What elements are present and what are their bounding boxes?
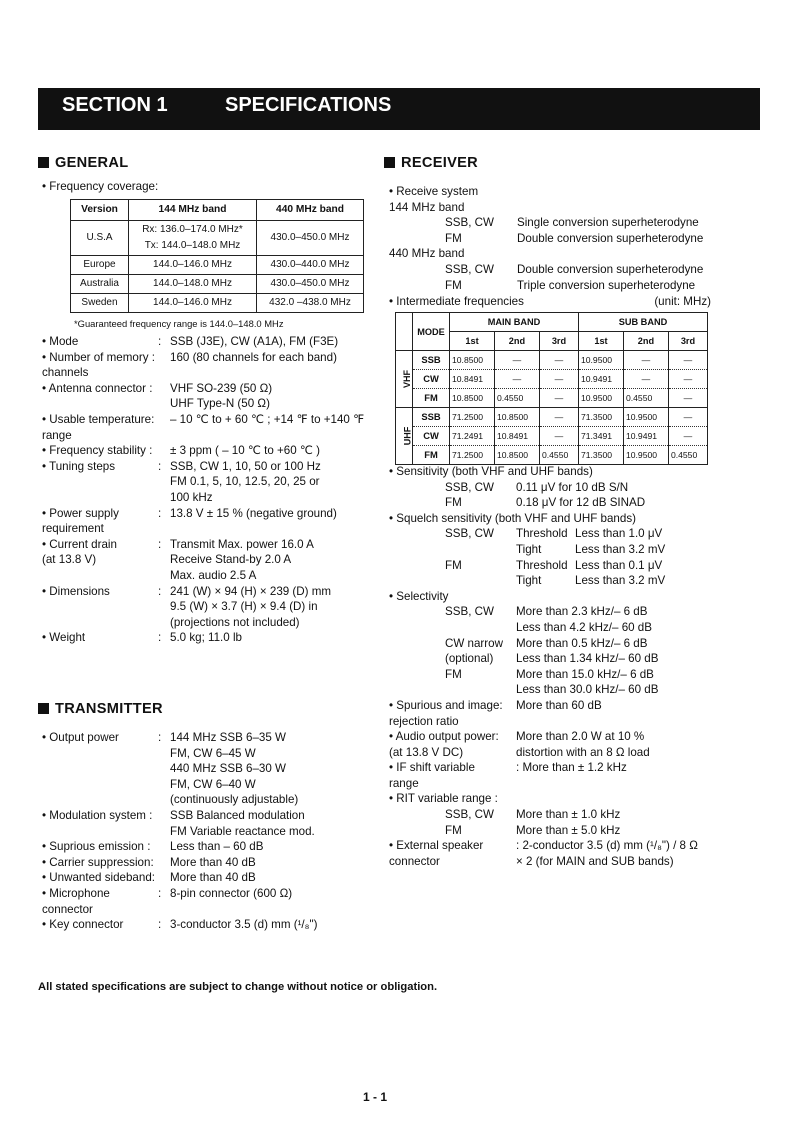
table-row bbox=[396, 446, 708, 465]
spec-value: FM 0.1, 5, 10, 12.5, 20, 25 or bbox=[170, 475, 320, 489]
page-number: 1 - 1 bbox=[363, 1090, 388, 1104]
spec-separator: : bbox=[158, 631, 162, 645]
table-cell: 10.9500 bbox=[578, 351, 623, 370]
spec-separator: : bbox=[158, 584, 162, 598]
general-spec-list bbox=[42, 334, 382, 646]
table-cell: — bbox=[494, 351, 539, 370]
spec-row bbox=[42, 730, 382, 746]
table-cell: 10.8500 bbox=[494, 446, 539, 465]
spec-value: FM Variable reactance mod. bbox=[170, 824, 315, 838]
sub-band-header: SUB BAND bbox=[578, 313, 707, 332]
spec-row bbox=[42, 824, 382, 840]
mode-cell: CW bbox=[413, 370, 450, 389]
spec-mode: FM bbox=[445, 823, 462, 837]
spec-row bbox=[389, 698, 729, 714]
spec-row bbox=[389, 714, 729, 730]
transmitter-heading: TRANSMITTER bbox=[38, 702, 163, 718]
spec-value: Double conversion superheterodyne bbox=[517, 262, 704, 276]
spec-row bbox=[389, 589, 729, 605]
spec-row bbox=[389, 823, 729, 839]
table-cell: — bbox=[668, 389, 707, 408]
spec-row bbox=[42, 443, 382, 459]
spec-value: 440 MHz SSB 6–30 W bbox=[170, 762, 286, 776]
spec-label: • Carrier suppression: bbox=[42, 855, 154, 869]
spec-mode: FM bbox=[445, 278, 462, 292]
spec-label: • Sensitivity (both VHF and UHF bands) bbox=[389, 465, 593, 478]
spec-value: : More than ± 1.2 kHz bbox=[516, 761, 627, 775]
spec-row bbox=[389, 791, 729, 807]
spec-value: UHF Type-N (50 Ω) bbox=[170, 397, 270, 411]
spec-row bbox=[42, 474, 382, 490]
spec-value: 0.11 μV for 10 dB S/N bbox=[516, 480, 629, 494]
table-header: 144 MHz band bbox=[129, 200, 257, 221]
table-footnote: *Guaranteed frequency range is 144.0–148.0 MHz bbox=[74, 318, 284, 329]
table-cell: 10.8491 bbox=[450, 370, 495, 389]
spec-label: • Squelch sensitivity (both VHF and UHF bands) bbox=[389, 511, 636, 525]
table-cell: 71.2500 bbox=[450, 446, 495, 465]
spec-row bbox=[42, 886, 382, 902]
table-row: Sweden 144.0–146.0 MHz 432.0 –438.0 MHz bbox=[71, 293, 364, 312]
spec-row bbox=[389, 682, 729, 698]
spec-value: Max. audio 2.5 A bbox=[170, 568, 257, 582]
uhf-label: UHF bbox=[402, 426, 413, 446]
spec-row bbox=[42, 552, 382, 568]
spec-label: • Modulation system : bbox=[42, 808, 153, 822]
spec-row bbox=[389, 760, 729, 776]
spec-row bbox=[389, 807, 729, 823]
spec-value: Triple conversion superheterodyne bbox=[517, 278, 696, 292]
spec-row bbox=[42, 761, 382, 777]
spec-value: Less than 4.2 kHz/– 60 dB bbox=[516, 620, 652, 634]
bullet-square-icon bbox=[38, 157, 49, 168]
spec-row bbox=[389, 573, 729, 589]
table-cell: — bbox=[539, 389, 578, 408]
table-row bbox=[396, 408, 708, 427]
spec-separator: : bbox=[158, 537, 162, 551]
spec-row bbox=[42, 490, 382, 506]
spec-value: Double conversion superheterodyne bbox=[517, 231, 704, 245]
transmitter-spec-list bbox=[42, 730, 382, 933]
spec-row bbox=[42, 584, 382, 600]
spec-row bbox=[389, 636, 729, 652]
spec-row bbox=[389, 838, 729, 854]
spec-label: connector bbox=[389, 854, 440, 868]
spec-value: 5.0 kg; 11.0 lb bbox=[170, 631, 242, 645]
spec-row bbox=[42, 615, 382, 631]
spec-value: Transmit Max. power 16.0 A bbox=[170, 537, 314, 551]
spec-value: 9.5 (W) × 3.7 (H) × 9.4 (D) in bbox=[170, 600, 318, 614]
spec-row bbox=[389, 262, 719, 278]
spec-value: Threshold bbox=[516, 558, 568, 572]
spec-row bbox=[42, 459, 382, 475]
spec-label: • Unwanted sideband: bbox=[42, 871, 155, 885]
table-cell: — bbox=[494, 370, 539, 389]
table-row bbox=[396, 370, 708, 389]
spec-value: VHF SO-239 (50 Ω) bbox=[170, 381, 273, 395]
table-cell: — bbox=[668, 408, 707, 427]
spec-label: 440 MHz band bbox=[389, 247, 465, 261]
spec-value: FM, CW 6–45 W bbox=[170, 746, 256, 760]
page-title: SPECIFICATIONS bbox=[225, 94, 392, 116]
vhf-band-label bbox=[396, 351, 413, 408]
spec-value: – 10 ℃ to + 60 ℃ ; +14 ℉ to +140 ℉ bbox=[170, 412, 365, 426]
spec-separator: : bbox=[158, 918, 162, 932]
mode-header: MODE bbox=[413, 313, 450, 351]
spec-value: More than ± 5.0 kHz bbox=[516, 823, 621, 837]
spec-row bbox=[389, 480, 729, 496]
spec-row bbox=[389, 620, 729, 636]
spec-label: requirement bbox=[42, 522, 104, 536]
spec-row bbox=[42, 428, 382, 444]
table-cell: 10.9491 bbox=[623, 427, 668, 446]
spec-separator: : bbox=[158, 506, 162, 520]
table-cell: 10.8500 bbox=[450, 389, 495, 408]
spec-row bbox=[389, 776, 729, 792]
table-cell: — bbox=[539, 351, 578, 370]
spec-row bbox=[42, 917, 382, 933]
spec-row bbox=[42, 537, 382, 553]
table-row bbox=[396, 427, 708, 446]
table-cell: Tx: 144.0–148.0 MHz bbox=[129, 238, 257, 255]
spec-row bbox=[42, 599, 382, 615]
table-cell: — bbox=[539, 370, 578, 389]
spec-row bbox=[389, 729, 729, 745]
spec-row bbox=[42, 396, 382, 412]
uhf-band-label bbox=[396, 408, 413, 465]
mode-cell: CW bbox=[413, 427, 450, 446]
frequency-coverage-label: • Frequency coverage: bbox=[42, 180, 159, 193]
table-cell: 10.9500 bbox=[623, 446, 668, 465]
spec-row bbox=[42, 334, 382, 350]
spec-row bbox=[42, 412, 382, 428]
spec-label: • Number of memory : bbox=[42, 350, 155, 364]
spec-row bbox=[42, 855, 382, 871]
spec-mode: SSB, CW bbox=[445, 605, 494, 619]
spec-value: Less than 30.0 kHz/– 60 dB bbox=[516, 683, 659, 697]
spec-mode: SSB, CW bbox=[445, 216, 494, 230]
spec-row bbox=[389, 854, 729, 870]
vhf-label: VHF bbox=[402, 370, 412, 388]
spec-row bbox=[42, 777, 382, 793]
spec-label: 144 MHz band bbox=[389, 200, 465, 214]
spec-label: • Receive system bbox=[389, 185, 479, 198]
spec-value: Threshold bbox=[516, 527, 568, 541]
spec-value: 160 (80 channels for each band) bbox=[170, 350, 337, 364]
section-number: SECTION 1 bbox=[62, 94, 168, 116]
spec-separator: : bbox=[158, 731, 162, 744]
table-cell: 0.4550 bbox=[494, 389, 539, 408]
spec-value: More than 2.0 W at 10 % bbox=[516, 730, 645, 744]
spec-label: connector bbox=[42, 902, 93, 916]
bullet-square-icon bbox=[384, 157, 395, 168]
spec-value: FM, CW 6–40 W bbox=[170, 777, 256, 791]
spec-row bbox=[389, 542, 729, 558]
table-row: Australia 144.0–148.0 MHz 430.0–450.0 MHz bbox=[71, 274, 364, 293]
spec-label: • Audio output power: bbox=[389, 730, 499, 744]
table-row: Europe 144.0–146.0 MHz 430.0–440.0 MHz bbox=[71, 255, 364, 274]
spec-row bbox=[389, 511, 729, 527]
spec-mode: SSB, CW bbox=[445, 808, 494, 822]
spec-value: Receive Stand-by 2.0 A bbox=[170, 553, 292, 567]
spec-label: (at 13.8 V DC) bbox=[389, 745, 464, 759]
spec-value: Less than 1.34 kHz/– 60 dB bbox=[516, 652, 659, 666]
spec-label: • Suprious emission : bbox=[42, 840, 151, 854]
spec-value: Single conversion superheterodyne bbox=[517, 216, 699, 230]
spec-label: range bbox=[42, 428, 72, 442]
main-band-header: MAIN BAND bbox=[450, 313, 579, 332]
table-cell: 10.8500 bbox=[494, 408, 539, 427]
spec-value: More than 0.5 kHz/– 6 dB bbox=[516, 636, 648, 650]
spec-row bbox=[389, 526, 729, 542]
spec-label: • RIT variable range : bbox=[389, 792, 498, 806]
table-cell: U.S.A bbox=[71, 221, 129, 256]
spec-mode: FM bbox=[445, 667, 462, 681]
spec-value: 144 MHz SSB 6–35 W bbox=[170, 731, 286, 744]
spec-mode: FM bbox=[445, 231, 462, 245]
spec-row bbox=[42, 365, 382, 381]
spec-value: : 2-conductor 3.5 (d) mm (¹/₈") / 8 Ω bbox=[516, 839, 698, 853]
section-banner bbox=[38, 88, 760, 130]
table-cell: 10.8500 bbox=[450, 351, 495, 370]
spec-mode: FM bbox=[445, 558, 462, 572]
spec-row bbox=[389, 464, 729, 480]
spec-value: 100 kHz bbox=[170, 490, 213, 504]
table-cell: 71.3491 bbox=[578, 427, 623, 446]
spec-value: Less than – 60 dB bbox=[170, 840, 264, 854]
mode-cell: FM bbox=[413, 389, 450, 408]
spec-value: More than ± 1.0 kHz bbox=[516, 808, 621, 822]
table-header: 440 MHz band bbox=[257, 200, 364, 221]
spec-label: • Mode bbox=[42, 335, 79, 348]
general-heading: GENERAL bbox=[38, 156, 128, 172]
spec-separator: : bbox=[158, 335, 162, 348]
spec-value: (continuously adjustable) bbox=[170, 793, 299, 807]
spec-row bbox=[389, 184, 719, 200]
spec-value: SSB (J3E), CW (A1A), FM (F3E) bbox=[170, 335, 339, 348]
table-cell: 71.3500 bbox=[578, 408, 623, 427]
spec-value: More than 15.0 kHz/– 6 dB bbox=[516, 667, 654, 681]
table-cell: — bbox=[539, 427, 578, 446]
spec-value: 3-conductor 3.5 (d) mm (¹/₈") bbox=[170, 918, 318, 932]
spec-row bbox=[389, 200, 719, 216]
spec-row bbox=[42, 506, 382, 522]
table-cell: 71.2500 bbox=[450, 408, 495, 427]
spec-row bbox=[42, 630, 382, 646]
spec-row bbox=[389, 231, 719, 247]
receiver-spec-list bbox=[389, 464, 729, 869]
spec-value: 13.8 V ± 15 % (negative ground) bbox=[170, 506, 337, 520]
spec-label: • Power supply bbox=[42, 506, 119, 520]
spec-label: • Key connector bbox=[42, 918, 124, 932]
spec-mode: (optional) bbox=[445, 652, 494, 666]
spec-row bbox=[42, 839, 382, 855]
spec-row bbox=[42, 746, 382, 762]
spec-value: × 2 (for MAIN and SUB bands) bbox=[516, 854, 674, 868]
table-cell: 71.3500 bbox=[578, 446, 623, 465]
spec-label: • Current drain bbox=[42, 537, 117, 551]
spec-row bbox=[42, 381, 382, 397]
if-unit: (unit: MHz) bbox=[654, 295, 711, 308]
spec-mode: SSB, CW bbox=[445, 480, 494, 494]
spec-label: • Output power bbox=[42, 731, 119, 744]
table-row bbox=[396, 351, 708, 370]
spec-value-2: Less than 3.2 mV bbox=[575, 542, 666, 556]
spec-mode: SSB, CW bbox=[445, 527, 494, 541]
mode-cell: SSB bbox=[413, 351, 450, 370]
table-cell: 10.9500 bbox=[578, 389, 623, 408]
spec-row bbox=[42, 808, 382, 824]
spec-label: rejection ratio bbox=[389, 714, 459, 728]
spec-value: distortion with an 8 Ω load bbox=[516, 745, 650, 759]
spec-label: • Dimensions bbox=[42, 584, 110, 598]
spec-value: More than 40 dB bbox=[170, 871, 256, 885]
spec-row bbox=[389, 604, 729, 620]
mode-cell: FM bbox=[413, 446, 450, 465]
spec-value: More than 2.3 kHz/– 6 dB bbox=[516, 605, 648, 619]
spec-separator: : bbox=[158, 459, 162, 473]
table-cell: — bbox=[668, 351, 707, 370]
spec-label: • Frequency stability : bbox=[42, 444, 153, 458]
table-cell: — bbox=[623, 351, 668, 370]
spec-label: (at 13.8 V) bbox=[42, 553, 97, 567]
receiver-heading: RECEIVER bbox=[384, 156, 478, 172]
spec-row bbox=[389, 745, 729, 761]
spec-row bbox=[42, 902, 382, 918]
spec-row bbox=[42, 521, 382, 537]
spec-value-2: Less than 1.0 μV bbox=[575, 527, 663, 541]
spec-separator: : bbox=[158, 886, 162, 900]
receive-system-list bbox=[389, 184, 719, 293]
spec-value: More than 40 dB bbox=[170, 855, 256, 869]
spec-value: Tight bbox=[516, 542, 542, 556]
spec-label: • Weight bbox=[42, 631, 86, 645]
spec-label: • External speaker bbox=[389, 839, 484, 853]
table-cell: 10.9491 bbox=[578, 370, 623, 389]
spec-label: • Selectivity bbox=[389, 589, 449, 603]
table-cell: — bbox=[539, 408, 578, 427]
spec-mode: SSB, CW bbox=[445, 262, 494, 276]
spec-value: 0.18 μV for 12 dB SINAD bbox=[516, 496, 646, 510]
spec-value-2: Less than 0.1 μV bbox=[575, 558, 663, 572]
spec-row bbox=[42, 350, 382, 366]
spec-label: • Spurious and image: bbox=[389, 698, 503, 712]
spec-value: 8-pin connector (600 Ω) bbox=[170, 886, 293, 900]
spec-value: More than 60 dB bbox=[516, 698, 602, 712]
spec-mode: CW narrow bbox=[445, 636, 503, 650]
table-row bbox=[396, 389, 708, 408]
spec-label: • IF shift variable bbox=[389, 761, 475, 775]
table-cell: — bbox=[623, 370, 668, 389]
table-cell: 0.4550 bbox=[623, 389, 668, 408]
table-cell: 430.0–450.0 MHz bbox=[257, 221, 364, 256]
spec-row bbox=[389, 246, 719, 262]
frequency-coverage-table bbox=[70, 199, 364, 313]
spec-row bbox=[389, 495, 729, 511]
spec-value-2: Less than 3.2 mV bbox=[575, 574, 666, 588]
spec-label: • Tuning steps bbox=[42, 459, 116, 473]
spec-row bbox=[389, 558, 729, 574]
spec-label: • Microphone bbox=[42, 886, 110, 900]
spec-value: SSB, CW 1, 10, 50 or 100 Hz bbox=[170, 459, 321, 473]
table-cell: 71.2491 bbox=[450, 427, 495, 446]
mode-cell: SSB bbox=[413, 408, 450, 427]
spec-value: ± 3 ppm ( – 10 ℃ to +60 ℃ ) bbox=[170, 444, 321, 458]
spec-label: range bbox=[389, 776, 419, 790]
spec-label: channels bbox=[42, 366, 89, 380]
table-cell: 10.8491 bbox=[494, 427, 539, 446]
table-cell: 0.4550 bbox=[668, 446, 707, 465]
table-cell: Rx: 136.0–174.0 MHz* bbox=[129, 221, 257, 239]
table-cell: 10.9500 bbox=[623, 408, 668, 427]
spec-row bbox=[42, 568, 382, 584]
table-header: Version bbox=[71, 200, 129, 221]
spec-row bbox=[389, 667, 729, 683]
if-label: • Intermediate frequencies bbox=[389, 295, 524, 308]
spec-row bbox=[389, 215, 719, 231]
if-frequency-table: MODE MAIN BAND SUB BAND 1st 2nd 3rd 1st 2nd 3rd VHF SSB 10.8500 — — 10.9500 — — CW 10.8491 — — 10.9491 — — FM 10.8500 0.4550 — 10.9500 0.4550 — UHF SSB 71.2500 10.8500 — 71.3500 10.9500 — CW 71.2491 10.8491 — 71.3491 10.9491 — FM 71.2500 10.8500 0.4550 71.3500 10.9500 0.4550 bbox=[395, 312, 708, 465]
spec-mode: FM bbox=[445, 496, 462, 510]
if-label-row bbox=[389, 294, 711, 310]
spec-value: 241 (W) × 94 (H) × 239 (D) mm bbox=[170, 584, 332, 598]
spec-row bbox=[42, 870, 382, 886]
spec-row bbox=[42, 792, 382, 808]
spec-row bbox=[389, 278, 719, 294]
table-cell: 0.4550 bbox=[539, 446, 578, 465]
table-cell: — bbox=[668, 427, 707, 446]
spec-value: (projections not included) bbox=[170, 615, 300, 629]
spec-label: • Antenna connector : bbox=[42, 381, 153, 395]
spec-value: SSB Balanced modulation bbox=[170, 808, 305, 822]
spec-value: Tight bbox=[516, 574, 542, 588]
spec-row bbox=[389, 651, 729, 667]
disclaimer: All stated specifications are subject to change without notice or obligation. bbox=[38, 981, 438, 993]
table-cell: — bbox=[668, 370, 707, 389]
bullet-square-icon bbox=[38, 703, 49, 714]
spec-label: • Usable temperature: bbox=[42, 412, 155, 426]
